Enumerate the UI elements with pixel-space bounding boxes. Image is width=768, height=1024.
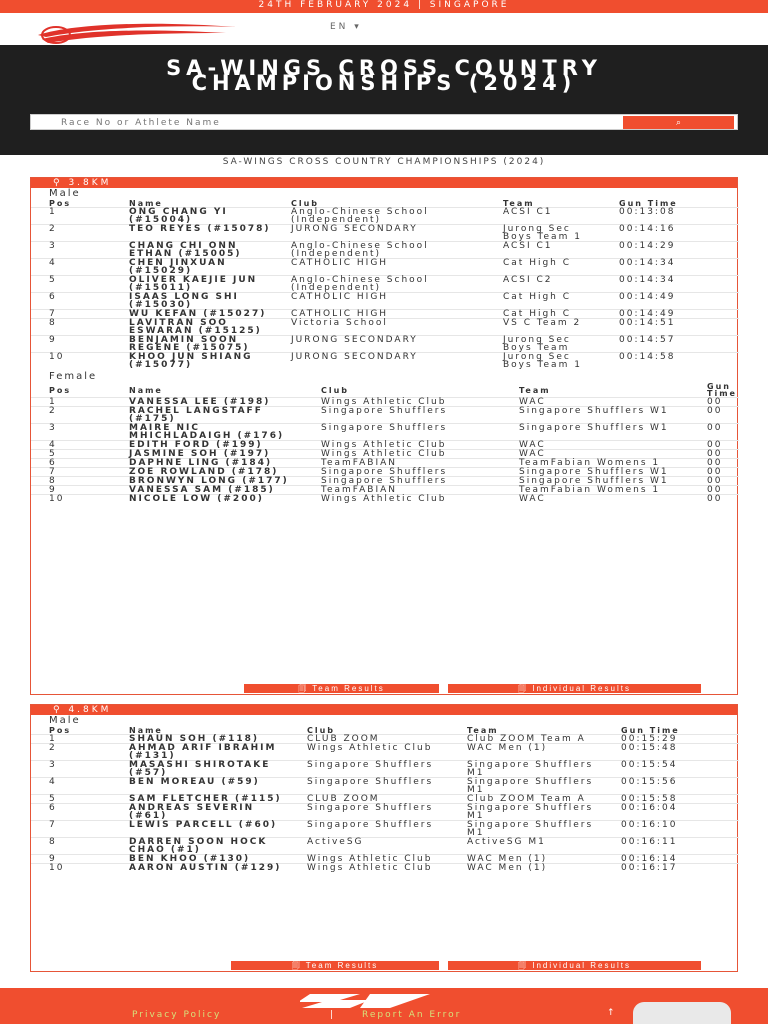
search-button[interactable]: ⌕ [623, 116, 734, 129]
cell-team: ACSI C1 [485, 208, 601, 225]
breadcrumb: SA-WINGS CROSS COUNTRY CHAMPIONSHIPS (2024) [222, 157, 546, 167]
cell-gun-time: 00:14:34 [601, 276, 739, 293]
cell-name[interactable]: BEN KHOO (#130) [111, 855, 289, 864]
cell-name[interactable]: ANDREAS SEVERIN (#61) [111, 804, 289, 821]
cell-club: Victoria School [273, 319, 485, 336]
chat-widget[interactable] [633, 1002, 731, 1024]
cell-pos: 4 [31, 441, 111, 450]
cell-name[interactable]: LAVITRAN SOO ESWARAN (#15125) [111, 319, 273, 336]
cell-gun-time: 00:14:57 [601, 336, 739, 353]
individual-results-button[interactable]: 🗐 Individual Results [448, 961, 701, 970]
cell-pos: 1 [31, 735, 111, 744]
cell-gun-time: 00:14:49 [601, 310, 739, 319]
cell-gun-time: 00:14:16 [601, 225, 739, 242]
cell-team: Singapore Shufflers W1 [501, 468, 689, 477]
cell-club: JURONG SECONDARY [273, 225, 485, 242]
cell-team: TeamFabian Womens 1 [501, 486, 689, 495]
cell-team: WAC Men (1) [449, 744, 603, 761]
cell-gun-time: 00 [689, 407, 739, 424]
col-pos: Pos [49, 726, 72, 735]
cell-team: VS C Team 2 [485, 319, 601, 336]
cell-gun-time: 00 [689, 450, 739, 459]
cell-team: Jurong Sec Boys Team [485, 336, 601, 353]
col-pos: Pos [49, 199, 72, 208]
cell-pos: 5 [31, 450, 111, 459]
cell-club: Wings Athletic Club [303, 441, 501, 450]
col-team: Team [503, 199, 535, 208]
footer-separator: | [330, 1010, 334, 1020]
col-pos: Pos [49, 385, 72, 395]
cell-club: Wings Athletic Club [289, 855, 449, 864]
cell-club: Singapore Shufflers [303, 477, 501, 486]
cell-club: CATHOLIC HIGH [273, 310, 485, 319]
cell-pos: 6 [31, 804, 111, 821]
cell-team: Cat High C [485, 293, 601, 310]
cell-gun-time: 00 [689, 468, 739, 477]
cell-pos: 4 [31, 778, 111, 795]
cell-name[interactable]: VANESSA SAM (#185) [111, 486, 303, 495]
cell-club: Singapore Shufflers [289, 804, 449, 821]
table-row [31, 778, 739, 795]
privacy-policy-link[interactable]: Privacy Policy [132, 1010, 222, 1020]
cell-pos: 5 [31, 795, 111, 804]
cell-team: Club ZOOM Team A [449, 735, 603, 744]
cell-name[interactable]: MAIRE NIC MHICHLADAIGH (#176) [111, 424, 303, 441]
page-title: SA-WINGS CROSS COUNTRY CHAMPIONSHIPS (2024) [166, 56, 602, 95]
gender-label-male: Male [49, 188, 81, 199]
cell-club: Singapore Shufflers [289, 761, 449, 778]
cell-team: WAC [501, 441, 689, 450]
cell-club: Singapore Shufflers [289, 821, 449, 838]
footer-logo [300, 990, 438, 1010]
cell-gun-time: 00:16:04 [603, 804, 739, 821]
cell-name[interactable]: DARREN SOON HOCK CHAO (#1) [111, 838, 289, 855]
cell-club: Wings Athletic Club [303, 450, 501, 459]
cell-club: Wings Athletic Club [303, 398, 501, 407]
individual-results-button[interactable]: 🗐 Individual Results [448, 684, 701, 693]
cell-name[interactable]: NICOLE LOW (#200) [111, 495, 303, 504]
table-row [31, 353, 739, 370]
results-table-male [31, 727, 739, 872]
table-row [31, 208, 739, 225]
cell-name[interactable]: CHANG CHI ONN ETHAN (#15005) [111, 242, 273, 259]
cell-team: ActiveSG M1 [449, 838, 603, 855]
cell-name[interactable]: LEWIS PARCELL (#60) [111, 821, 289, 838]
cell-club: Singapore Shufflers [303, 468, 501, 477]
gender-label-female: Female [49, 371, 98, 382]
cell-team: TeamFabian Womens 1 [501, 459, 689, 468]
cell-pos: 7 [31, 310, 111, 319]
cell-name[interactable]: BRONWYN LONG (#177) [111, 477, 303, 486]
cell-club: Anglo-Chinese School (Independent) [273, 242, 485, 259]
cell-team: Cat High C [485, 310, 601, 319]
cell-gun-time: 00:15:48 [603, 744, 739, 761]
cell-club: Anglo-Chinese School (Independent) [273, 208, 485, 225]
cell-gun-time: 00 [689, 477, 739, 486]
race-card-4-8km [30, 704, 738, 972]
cell-name[interactable]: AARON AUSTIN (#129) [111, 864, 289, 873]
event-date-bar: 24TH FEBRUARY 2024 | SINGAPORE [0, 0, 768, 13]
cell-name[interactable]: RACHEL LANGSTAFF (#175) [111, 407, 303, 424]
cell-name[interactable]: BEN MOREAU (#59) [111, 778, 289, 795]
table-row [31, 242, 739, 259]
cell-gun-time: 00:13:08 [601, 208, 739, 225]
cell-name[interactable]: ISAAS LONG SHI (#15030) [111, 293, 273, 310]
cell-pos: 9 [31, 336, 111, 353]
col-team: Team [519, 385, 551, 395]
table-row [31, 319, 739, 336]
results-table-male [31, 200, 739, 369]
cell-gun-time: 00 [689, 486, 739, 495]
cell-gun-time: 00:15:54 [603, 761, 739, 778]
cell-club: CATHOLIC HIGH [273, 259, 485, 276]
cell-pos: 9 [31, 855, 111, 864]
cell-name[interactable]: ONG CHANG YI (#15004) [111, 208, 273, 225]
cell-gun-time: 00:16:14 [603, 855, 739, 864]
col-name: Name [129, 199, 163, 208]
cell-pos: 10 [31, 864, 111, 873]
cell-team: WAC [501, 398, 689, 407]
cell-pos: 1 [31, 208, 111, 225]
cell-pos: 3 [31, 761, 111, 778]
cell-pos: 6 [31, 459, 111, 468]
cell-club: Wings Athletic Club [303, 495, 501, 504]
language-selector[interactable]: EN ▾ [330, 22, 362, 32]
cell-team: Singapore Shufflers W1 [501, 424, 689, 441]
col-gun-time: Gun Time [619, 199, 678, 208]
table-row [31, 838, 739, 855]
cell-name[interactable]: VANESSA LEE (#198) [111, 398, 303, 407]
col-name: Name [129, 385, 163, 395]
cell-gun-time: 00:14:49 [601, 293, 739, 310]
cell-team: ACSI C1 [485, 242, 601, 259]
cell-gun-time: 00:16:11 [603, 838, 739, 855]
cell-gun-time: 00:14:34 [601, 259, 739, 276]
table-row [31, 336, 739, 353]
cell-team: WAC Men (1) [449, 864, 603, 873]
cell-name[interactable]: TEO REYES (#15078) [111, 225, 273, 242]
table-row [31, 821, 739, 838]
cell-gun-time: 00 [689, 459, 739, 468]
cell-club: JURONG SECONDARY [273, 336, 485, 353]
search-input[interactable] [61, 116, 621, 129]
cell-pos: 9 [31, 486, 111, 495]
col-club: Club [307, 726, 336, 735]
col-team: Team [467, 726, 499, 735]
table-row [31, 407, 739, 424]
cell-pos: 8 [31, 838, 111, 855]
col-club: Club [291, 199, 320, 208]
cell-team: Singapore Shufflers M1 [449, 821, 603, 838]
cell-gun-time: 00 [689, 424, 739, 441]
gender-label-male: Male [49, 715, 81, 726]
cell-pos: 7 [31, 468, 111, 477]
cell-pos: 3 [31, 242, 111, 259]
cell-pos: 2 [31, 744, 111, 761]
table-row [31, 495, 739, 504]
cell-club: TeamFABIAN [303, 459, 501, 468]
results-table-female [31, 383, 739, 503]
cell-pos: 1 [31, 398, 111, 407]
site-header [0, 13, 768, 45]
cell-gun-time: 00 [689, 495, 739, 504]
table-row [31, 259, 739, 276]
cell-gun-time: 00 [689, 441, 739, 450]
cell-team: Singapore Shufflers M1 [449, 778, 603, 795]
table-row [31, 225, 739, 242]
cell-gun-time: 00:15:56 [603, 778, 739, 795]
cell-team: Club ZOOM Team A [449, 795, 603, 804]
cell-pos: 8 [31, 319, 111, 336]
cell-club: CATHOLIC HIGH [273, 293, 485, 310]
table-row [31, 424, 739, 441]
cell-gun-time: 00:16:17 [603, 864, 739, 873]
cell-team: WAC [501, 495, 689, 504]
cell-club: Singapore Shufflers [289, 778, 449, 795]
cell-name[interactable]: OLIVER KAEJIE JUN (#15011) [111, 276, 273, 293]
cell-pos: 4 [31, 259, 111, 276]
cell-gun-time: 00:16:10 [603, 821, 739, 838]
report-error-link[interactable]: Report An Error [362, 1010, 462, 1020]
table-row [31, 804, 739, 821]
cell-team: Singapore Shufflers W1 [501, 477, 689, 486]
cell-name[interactable]: DAPHNE LING (#184) [111, 459, 303, 468]
cell-pos: 10 [31, 353, 111, 370]
cell-name[interactable]: SHAUN SOH (#118) [111, 735, 289, 744]
cell-team: WAC Men (1) [449, 855, 603, 864]
cell-name[interactable]: CHEN JINXUAN (#15029) [111, 259, 273, 276]
cell-club: Wings Athletic Club [289, 864, 449, 873]
team-results-button[interactable]: 🗐 Team Results [244, 684, 439, 693]
cell-pos: 7 [31, 821, 111, 838]
col-name: Name [129, 726, 163, 735]
cell-club: Wings Athletic Club [289, 744, 449, 761]
cell-club: Singapore Shufflers [303, 407, 501, 424]
cell-club: TeamFABIAN [303, 486, 501, 495]
cell-gun-time: 00 [689, 398, 739, 407]
cell-pos: 8 [31, 477, 111, 486]
singapore-athletics-logo[interactable] [36, 21, 242, 47]
team-results-button[interactable]: 🗐 Team Results [231, 961, 439, 970]
col-gun-time: Gun Time [621, 726, 680, 735]
cell-name[interactable]: WU KEFAN (#15027) [111, 310, 273, 319]
cell-club: Anglo-Chinese School (Independent) [273, 276, 485, 293]
cell-team: Jurong Sec Boys Team 1 [485, 225, 601, 242]
cell-gun-time: 00:14:58 [601, 353, 739, 370]
cell-team: WAC [501, 450, 689, 459]
race-header[interactable]: ⚲ 4.8KM [31, 705, 737, 715]
cell-team: Singapore Shufflers M1 [449, 761, 603, 778]
table-row [31, 761, 739, 778]
cell-name[interactable]: EDITH FORD (#199) [111, 441, 303, 450]
cell-pos: 10 [31, 495, 111, 504]
hero-banner [0, 45, 768, 155]
cell-gun-time: 00:14:29 [601, 242, 739, 259]
cell-pos: 5 [31, 276, 111, 293]
cell-pos: 2 [31, 225, 111, 242]
search-bar [30, 114, 738, 130]
cell-name[interactable]: MASASHI SHIROTAKE (#57) [111, 761, 289, 778]
cell-name[interactable]: AHMAD ARIF IBRAHIM (#131) [111, 744, 289, 761]
cell-pos: 3 [31, 424, 111, 441]
cell-club: CLUB ZOOM [289, 795, 449, 804]
cell-club: ActiveSG [289, 838, 449, 855]
cell-name[interactable]: ZOE ROWLAND (#178) [111, 468, 303, 477]
cell-pos: 2 [31, 407, 111, 424]
scroll-up-icon[interactable]: ↑ [607, 1008, 615, 1018]
cell-name[interactable]: BENJAMIN SOON REGENE (#15075) [111, 336, 273, 353]
col-gun-time: Gun Time [707, 382, 737, 398]
cell-team: Singapore Shufflers W1 [501, 407, 689, 424]
table-row [31, 293, 739, 310]
cell-club: CLUB ZOOM [289, 735, 449, 744]
cell-name[interactable]: KHOO JUN SHIANG (#15077) [111, 353, 273, 370]
race-header[interactable]: ⚲ 3.8KM [31, 178, 737, 188]
cell-pos: 6 [31, 293, 111, 310]
col-club: Club [321, 385, 350, 395]
cell-club: Singapore Shufflers [303, 424, 501, 441]
cell-name[interactable]: SAM FLETCHER (#115) [111, 795, 289, 804]
cell-team: Jurong Sec Boys Team 1 [485, 353, 601, 370]
table-row [31, 864, 739, 873]
cell-team: ACSI C2 [485, 276, 601, 293]
cell-team: Cat High C [485, 259, 601, 276]
cell-gun-time: 00:15:29 [603, 735, 739, 744]
cell-club: JURONG SECONDARY [273, 353, 485, 370]
race-card-3-8km [30, 177, 738, 695]
cell-gun-time: 00:14:51 [601, 319, 739, 336]
cell-name[interactable]: JASMINE SOH (#197) [111, 450, 303, 459]
table-row [31, 744, 739, 761]
table-row [31, 276, 739, 293]
cell-team: Singapore Shufflers M1 [449, 804, 603, 821]
cell-gun-time: 00:15:58 [603, 795, 739, 804]
